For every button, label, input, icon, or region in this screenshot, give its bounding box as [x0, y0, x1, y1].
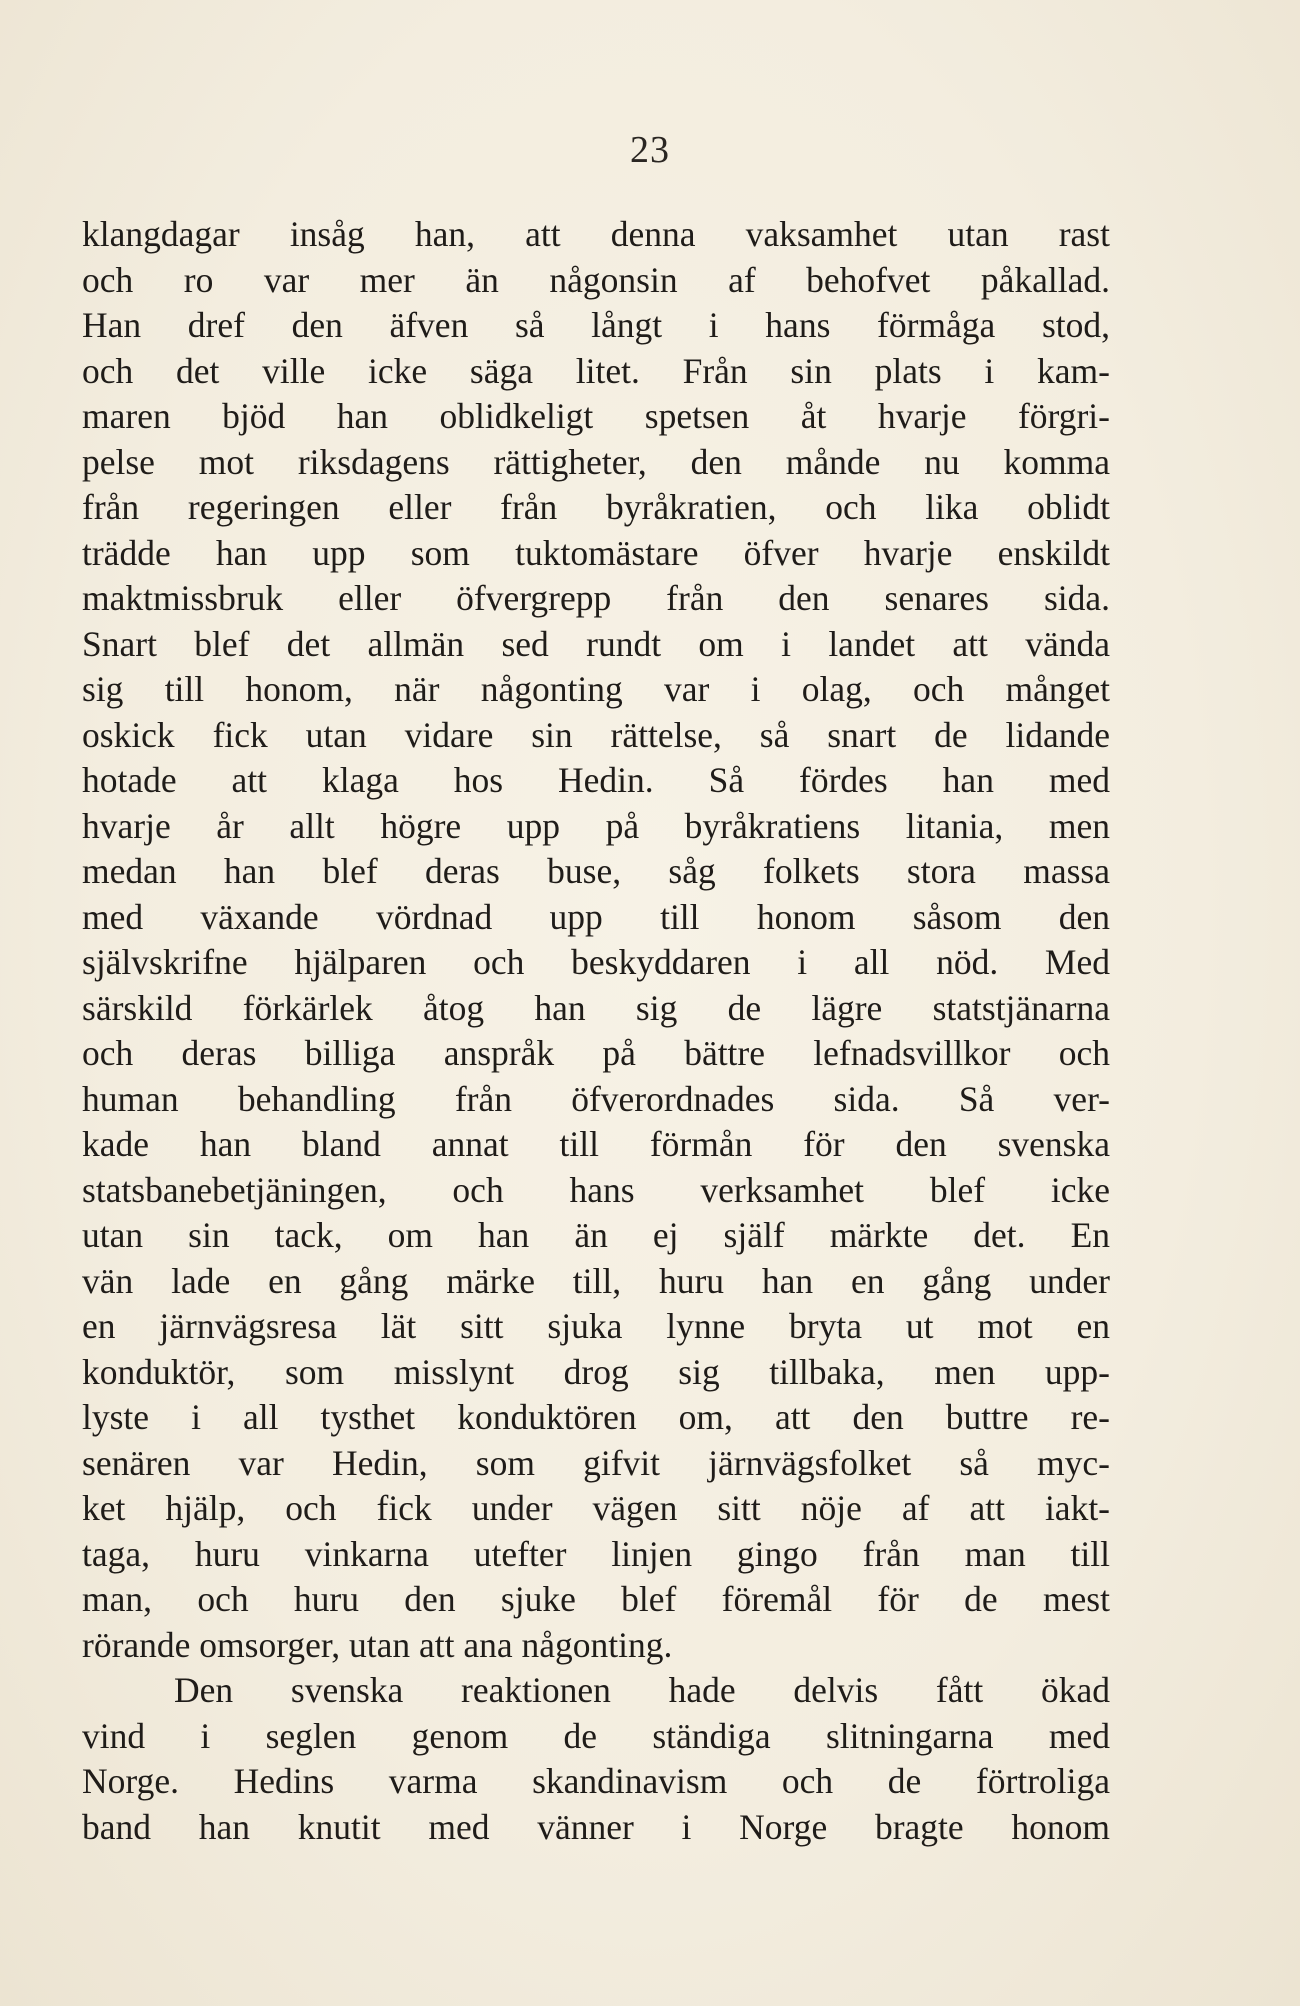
text-line: vind i seglen genom de ständiga slitningarna med	[82, 1715, 1110, 1756]
text-line: taga, huru vinkarna utefter linjen gingo från man till	[82, 1533, 1110, 1574]
text-line: och det ville icke säga litet. Från sin plats i kam-	[82, 350, 1110, 391]
text-line: rörande omsorger, utan att ana någonting.	[82, 1624, 673, 1665]
text-line: och deras billiga anspråk på bättre lefnadsvillkor och	[82, 1033, 1110, 1073]
text-line: human behandling från öfverordnades sida. Så ver-	[82, 1078, 1110, 1119]
text-line: man, och huru den sjuke blef föremål för de mest	[82, 1579, 1110, 1619]
text-line: kade han bland annat till förmån för den svenska	[82, 1124, 1110, 1164]
text-line: band han knutit med vänner i Norge bragte honom	[82, 1806, 1110, 1847]
text-line: Norge. Hedins varma skandinavism och de förtroliga	[82, 1761, 1110, 1801]
text-line: från regeringen eller från byråkratien, och lika oblidt	[82, 487, 1110, 527]
paragraph-2	[82, 1668, 1110, 1850]
text-line: utan sin tack, om han än ej själf märkte det. En	[82, 1215, 1110, 1255]
text-line: hvarje år allt högre upp på byråkratiens litania, men	[82, 805, 1110, 846]
text-line: hotade att klaga hos Hedin. Så fördes han med	[82, 760, 1110, 800]
text-line: ket hjälp, och fick under vägen sitt nöje af att iakt-	[82, 1488, 1110, 1528]
text-line: trädde han upp som tuktomästare öfver hvarje enskildt	[82, 532, 1110, 573]
text-line: Han dref den äfven så långt i hans förmåga stod,	[82, 305, 1110, 345]
text-line: vän lade en gång märke till, huru han en gång under	[82, 1260, 1110, 1301]
text-line: oskick fick utan vidare sin rättelse, så snart de lidande	[82, 714, 1110, 755]
text-line: lyste i all tysthet konduktören om, att den buttre re-	[82, 1397, 1110, 1437]
text-line: sig till honom, när någonting var i olag, och månget	[82, 669, 1110, 709]
text-line: särskild förkärlek åtog han sig de lägre statstjänarna	[82, 987, 1110, 1028]
text-line: senären var Hedin, som gifvit järnvägsfolket så myc-	[82, 1442, 1110, 1483]
text-line: Snart blef det allmän sed rundt om i landet att vända	[82, 623, 1110, 664]
text-line: en järnvägsresa lät sitt sjuka lynne bryta ut mot en	[82, 1306, 1110, 1346]
text-line: klangdagar insåg han, att denna vaksamhet utan rast	[82, 214, 1110, 254]
text-line: maren bjöd han oblidkeligt spetsen åt hvarje förgri-	[82, 396, 1110, 436]
text-line: medan han blef deras buse, såg folkets stora massa	[82, 851, 1110, 891]
page-number: 23	[630, 129, 670, 171]
text-line: pelse mot riksdagens rättigheter, den månde nu komma	[82, 441, 1110, 482]
text-line: konduktör, som misslynt drog sig tillbaka, men upp-	[82, 1351, 1110, 1392]
paragraph-1	[82, 212, 1110, 1668]
body-text	[82, 212, 1110, 1850]
text-line: självskrifne hjälparen och beskyddaren i all nöd. Med	[82, 942, 1110, 982]
text-line: Den svenska reaktionen hade delvis fått ökad	[174, 1670, 1110, 1710]
text-line: statsbanebetjäningen, och hans verksamhet blef icke	[82, 1169, 1110, 1210]
text-line: med växande vördnad upp till honom såsom den	[82, 896, 1110, 937]
text-line: och ro var mer än någonsin af behofvet påkallad.	[82, 259, 1110, 300]
text-line: maktmissbruk eller öfvergrepp från den senares sida.	[82, 578, 1110, 618]
